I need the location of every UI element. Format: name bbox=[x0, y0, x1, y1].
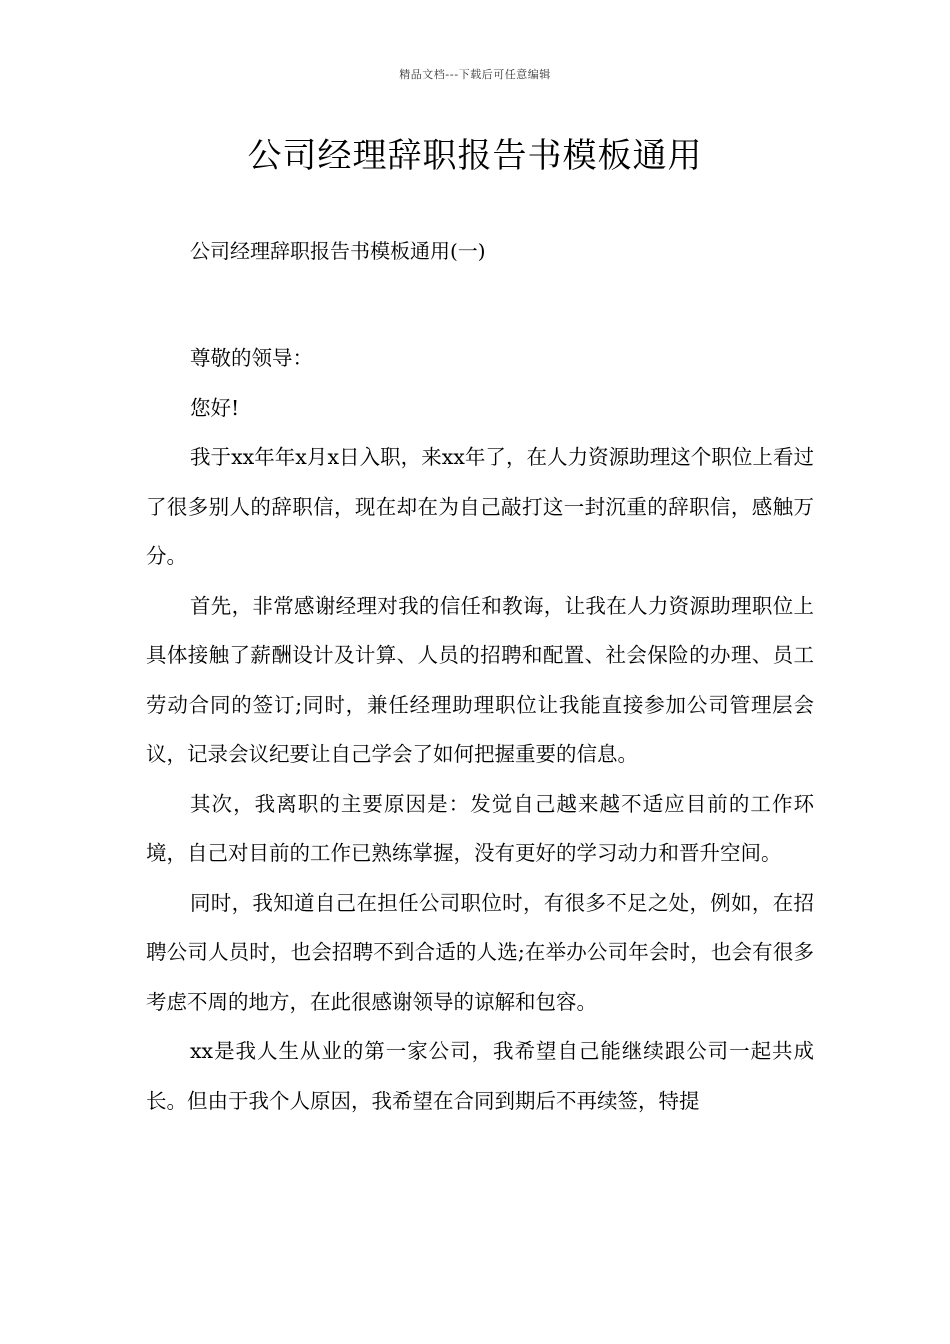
greeting: 您好! bbox=[190, 395, 240, 420]
paragraph-intro: 我于xx年年x月x日入职，来xx年了，在人力资源助理这个职位上看过了很多别人的辞职信，现在却在为自己敲打这一封沉重的辞职信，感触万分。 bbox=[146, 445, 814, 568]
document-body bbox=[146, 334, 814, 1126]
paragraph-thanks: 首先，非常感谢经理对我的信任和教诲，让我在人力资源助理职位上具体接触了薪酬设计及计算、人员的招聘和配置、社会保险的办理、员工劳动合同的签订;同时，兼任经理助理职位让我能直接参加公司管理层会议，记录会议纪要让自己学会了如何把握重要的信息。 bbox=[146, 593, 814, 766]
salutation: 尊敬的领导： bbox=[190, 346, 313, 370]
paragraph-closing: xx是我人生从业的第一家公司，我希望自己能继续跟公司一起共成长。但由于我个人原因，我希望在合同到期后不再续签，特提 bbox=[146, 1039, 814, 1113]
document-subtitle: 公司经理辞职报告书模板通用(一) bbox=[190, 239, 486, 263]
paragraph-reason: 其次，我离职的主要原因是：发觉自己越来越不适应目前的工作环境，自己对目前的工作已熟练掌握，没有更好的学习动力和晋升空间。 bbox=[146, 791, 814, 865]
paragraph-shortcomings: 同时，我知道自己在担任公司职位时，有很多不足之处，例如，在招聘公司人员时，也会招聘不到合适的人选;在举办公司年会时，也会有很多考虑不周的地方，在此很感谢领导的谅解和包容。 bbox=[146, 890, 814, 1014]
document-title: 公司经理辞职报告书模板通用 bbox=[247, 136, 703, 176]
header-note: 精品文档---下载后可任意编辑 bbox=[399, 68, 551, 81]
